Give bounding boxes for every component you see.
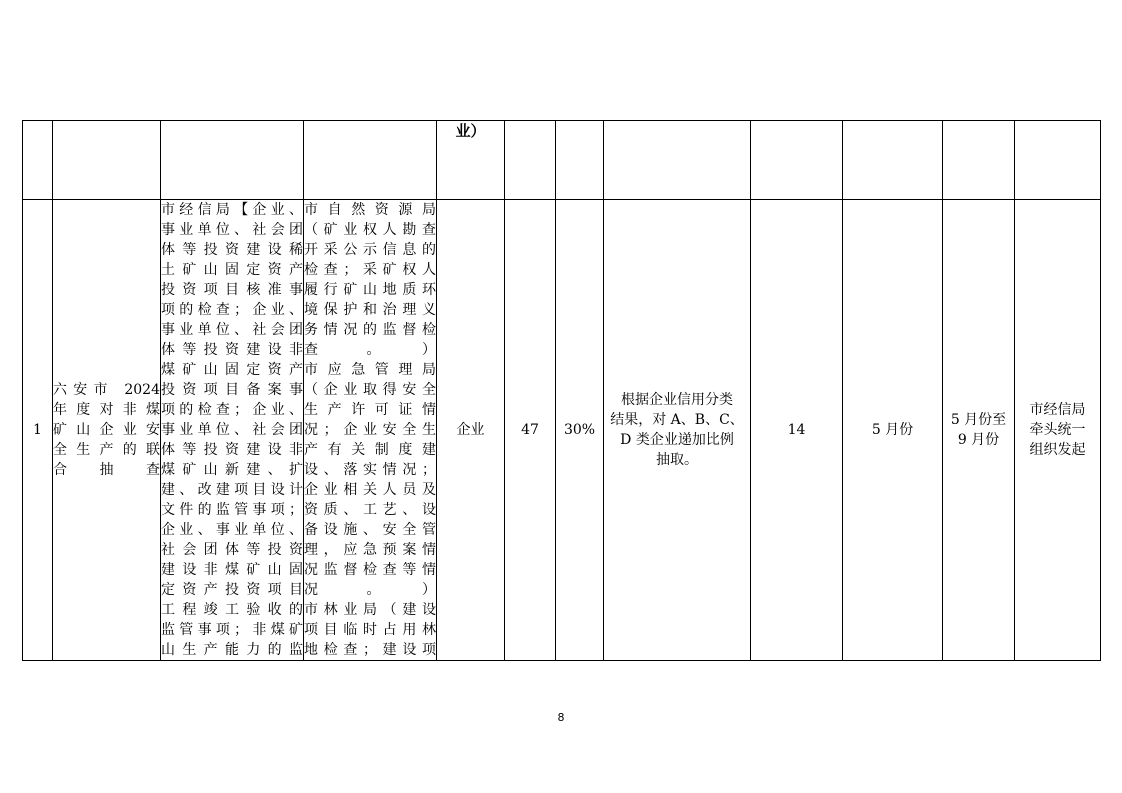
- task-cell: [53, 200, 161, 661]
- inspection-period: 5 月份至 9 月份: [943, 200, 1015, 661]
- method-cell: [604, 200, 751, 661]
- cell-no: [23, 121, 53, 200]
- cell-object: [437, 121, 505, 200]
- cell-ratio: [556, 121, 604, 200]
- continued-text: 业）: [455, 122, 486, 140]
- department-duties-a: 市经信局【企业、 事业单位、社会团 体等投资建设稀 土矿山固定资产 投资项目核准事 项的检查；企业、 事业单位、社会团 体等投资建设非 煤矿山固定资产 投资项目备案事 项的检查；企业、 事业单位、社会团 体等投资建设非 煤矿山新建、扩 建、改建项目设计 文件的监管事项； 企业、事业单位、 社会团体等投资 建设非煤矿山固 定资产投资项目 工程竣工验收的 监管事项；非煤矿 山生产能力的监: [161, 202, 303, 658]
- object-count: 47: [505, 200, 556, 661]
- cell-organizer: [1015, 121, 1101, 200]
- sample-quantity: 14: [751, 200, 843, 661]
- cell-quantity: [751, 121, 843, 200]
- page-number: 8: [557, 711, 565, 724]
- inspection-object: 企业: [437, 200, 505, 661]
- cell-method: [604, 121, 751, 200]
- organizer: 市经信局 牵头统一 组织发起: [1015, 200, 1101, 661]
- start-month: 5 月份: [843, 200, 943, 661]
- sampling-method: 根据企业信用分类 结果，对 A、B、C、 D 类企业递加比例 抽取。: [610, 392, 744, 468]
- row-number: 1: [23, 200, 53, 661]
- department-duties-b: 市自然资源局 （矿业权人勘查 开采公示信息的 检查；采矿权人 履行矿山地质环 境保护和治理义 务情况的监督检 查。） 市应急管理局 （企业取得安全 生产许可证情 况；企业安全生 产有关制度建 设、落实情况； 企业相关人员及 资质、工艺、设 备设施、安全管 理，应急预案情 况监督检查等情 况。） 市林业局（建设 项目临时占用林 地检查；建设项: [304, 202, 436, 658]
- cell-start: [843, 121, 943, 200]
- cell-count: [505, 121, 556, 200]
- cell-dept-a: [161, 121, 304, 200]
- cell-period: [943, 121, 1015, 200]
- cell-task: [53, 121, 161, 200]
- sampling-ratio: 30%: [556, 200, 604, 661]
- dept-b-cell: [304, 200, 437, 661]
- inspection-plan-table: [22, 120, 1101, 661]
- cell-dept-b: [304, 121, 437, 200]
- dept-a-cell: [161, 200, 304, 661]
- task-name: 六安市 2024 年度对非煤 矿山企业安 全生产的联 合抽查: [53, 382, 160, 478]
- table-row: [23, 200, 1101, 661]
- table-row-continued: [23, 121, 1101, 200]
